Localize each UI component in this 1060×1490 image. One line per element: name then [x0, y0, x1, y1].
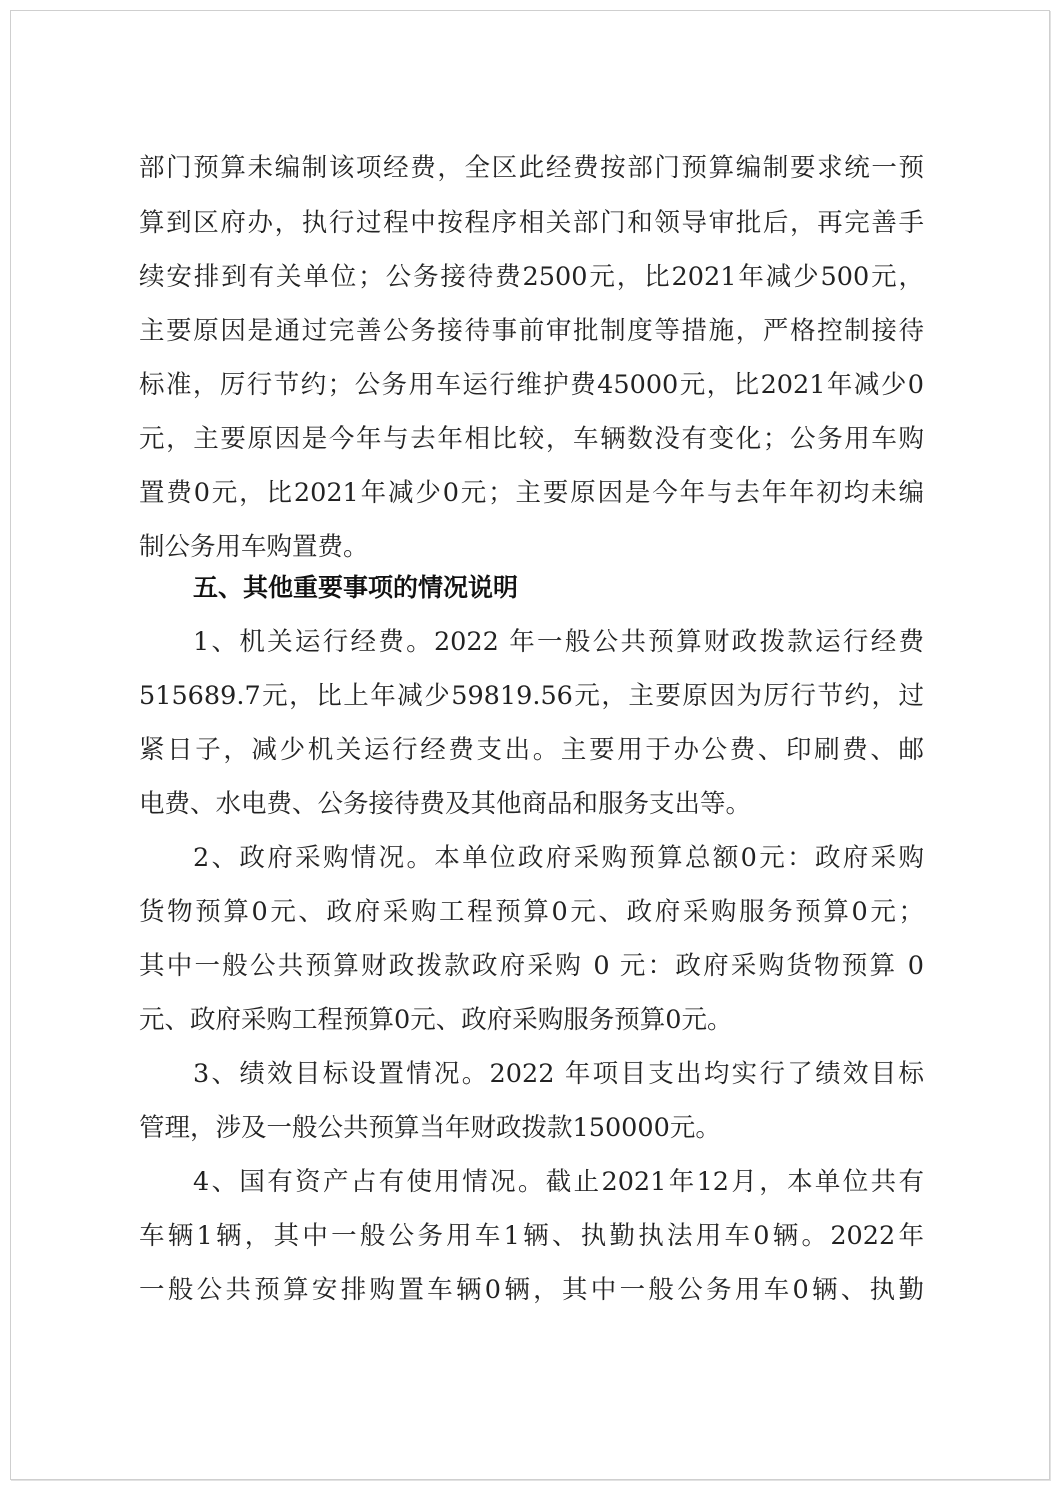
paragraph-line: 部门预算未编制该项经费，全区此经费按部门预算编制要求统一预 [139, 153, 924, 183]
paragraph-line: 4、国有资产占有使用情况。截止2021年12月，本单位共有 [193, 1167, 924, 1197]
paragraph-line: 其中一般公共预算财政拨款政府采购 0 元：政府采购货物预算 0 [139, 951, 924, 981]
paragraph-line: 2、政府采购情况。本单位政府采购预算总额0元：政府采购 [193, 843, 924, 873]
paragraph-line: 主要原因是通过完善公务接待事前审批制度等措施，严格控制接待 [139, 316, 924, 346]
paragraph-line: 515689.7元，比上年减少59819.56元，主要原因为厉行节约，过 [139, 681, 924, 711]
paragraph-line: 紧日子，减少机关运行经费支出。主要用于办公费、印刷费、邮 [139, 735, 924, 765]
paragraph-line: 元、政府采购工程预算0元、政府采购服务预算0元。 [139, 1005, 733, 1035]
paragraph-line: 3、绩效目标设置情况。2022 年项目支出均实行了绩效目标 [193, 1059, 924, 1089]
paragraph-line: 算到区府办，执行过程中按程序相关部门和领导审批后，再完善手 [139, 208, 924, 238]
paragraph-line: 货物预算0元、政府采购工程预算0元、政府采购服务预算0元； [139, 897, 924, 927]
section-heading: 五、其他重要事项的情况说明 [193, 573, 519, 602]
paragraph-line: 管理，涉及一般公共预算当年财政拨款150000元。 [139, 1113, 721, 1143]
paragraph-line: 电费、水电费、公务接待费及其他商品和服务支出等。 [139, 789, 752, 819]
paragraph-line: 元，主要原因是今年与去年相比较，车辆数没有变化；公务用车购 [139, 424, 924, 454]
paragraph-line: 置费0元，比2021年减少0元；主要原因是今年与去年年初均未编 [139, 478, 924, 508]
paragraph-line: 标准，厉行节约；公务用车运行维护费45000元，比2021年减少0 [139, 370, 924, 400]
paragraph-line: 续安排到有关单位；公务接待费2500元，比2021年减少500元， [139, 262, 924, 292]
paragraph-line: 一般公共预算安排购置车辆0辆，其中一般公务用车0辆、执勤 [139, 1275, 924, 1305]
paragraph-line: 制公务用车购置费。 [139, 532, 369, 562]
paragraph-line: 1、机关运行经费。2022 年一般公共预算财政拨款运行经费 [193, 627, 924, 657]
paragraph-line: 车辆1辆，其中一般公务用车1辆、执勤执法用车0辆。2022年 [139, 1221, 924, 1251]
